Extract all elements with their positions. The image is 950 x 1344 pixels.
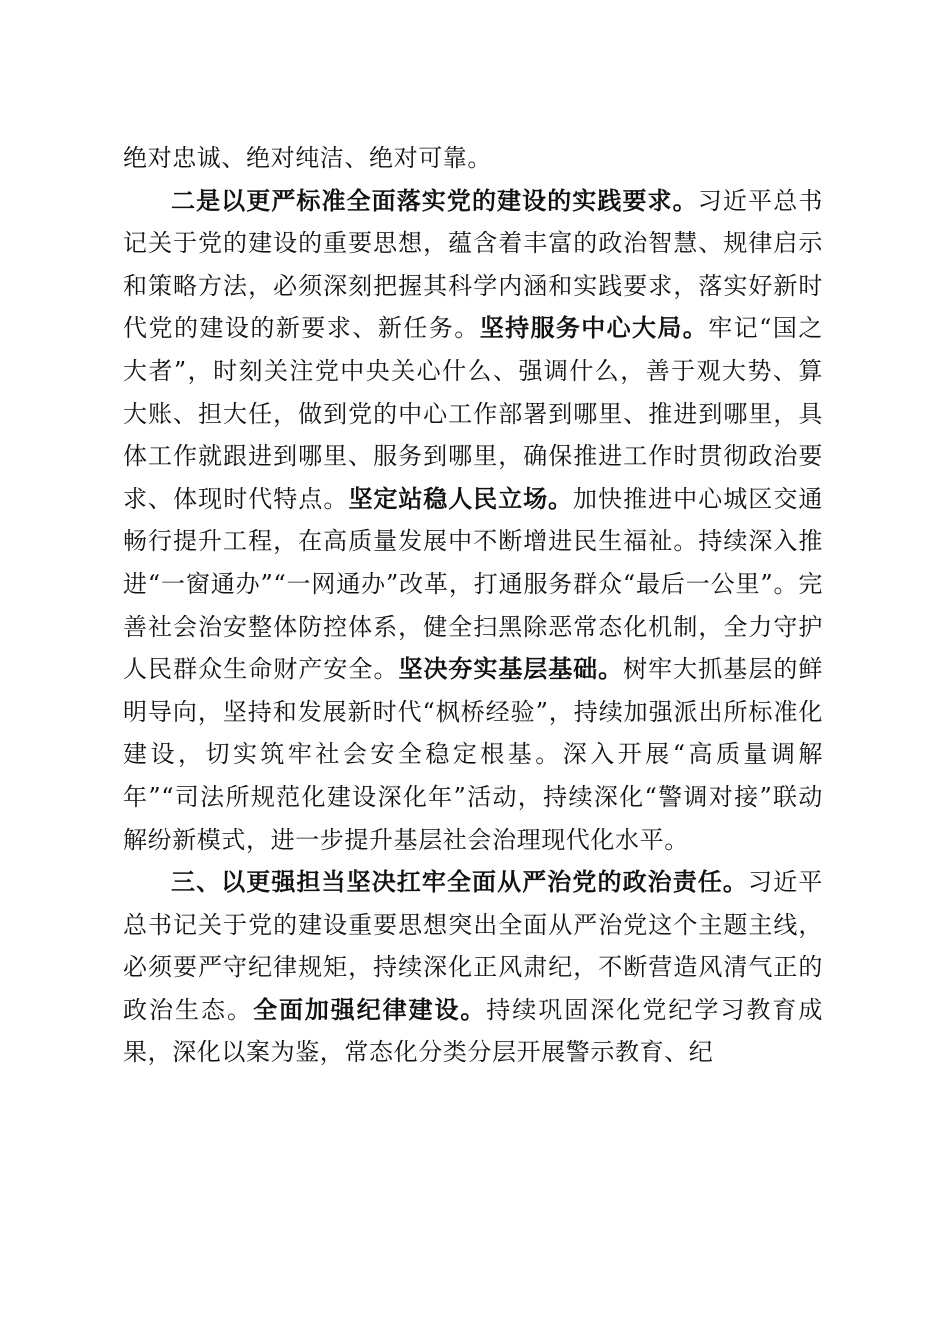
text-segment: 绝对忠诚、绝对纯洁、绝对可靠。: [123, 144, 492, 172]
paragraph-section-three: [123, 861, 823, 1074]
section-heading-three: 三、以更强担当坚决扛牢全面从严治党的政治责任。: [171, 868, 749, 897]
text-segment: 习近平总书记关于党的建设的重要思想，蕴含着丰富的政治智慧、规律启示和策略方法，必须深刻把握其科学内涵和实践要求，落实好新时代党的建设的新要求、新任务。: [123, 186, 824, 343]
body-text: [123, 137, 823, 1074]
subheading-people-stance: 坚定站稳人民立场。: [348, 484, 573, 513]
text-segment: 持续巩固深化党纪学习教育成果，深化以案为鉴，常态化分类分层开展警示教育、纪: [123, 995, 823, 1067]
subheading-serve-center: 坚持服务中心大局。: [479, 314, 709, 343]
text-segment: 牢记“国之大者”，时刻关注党中央关心什么、强调什么，善于观大势、算大账、担大任，做到党的中心工作部署到哪里、推进到哪里，具体工作就跟进到哪里、服务到哪里，确保推进工作时贯彻政治要求、体现时代特点。: [123, 314, 823, 513]
paragraph-continuation: [123, 137, 823, 180]
text-segment: 树牢大抓基层的鲜明导向，坚持和发展新时代“枫桥经验”，持续加强派出所标准化建设，切实筑牢社会安全稳定根基。深入开展“高质量调解年”“司法所规范化建设深化年”活动，持续深化“警调对接”联动解纷新模式，进一步提升基层社会治理现代化水平。: [123, 655, 823, 854]
paragraph-section-two: [123, 180, 823, 862]
subheading-discipline: 全面加强纪律建设。: [253, 995, 487, 1024]
section-heading-two: 二是以更严标准全面落实党的建设的实践要求。: [171, 186, 698, 215]
subheading-grassroots: 坚决夯实基层基础。: [398, 655, 624, 684]
text-segment: 习近平总书记关于党的建设重要思想突出全面从严治党这个主题主线，必须要严守纪律规矩，持续深化正风肃纪，不断营造风清气正的政治生态。: [123, 868, 823, 1024]
text-segment: 加快推进中心城区交通畅行提升工程，在高质量发展中不断增进民生福祉。持续深入推进“一窗通办”“一网通办”改革，打通服务群众“最后一公里”。完善社会治安整体防控体系，健全扫黑除恶常态化机制，全力守护人民群众生命财产安全。: [123, 484, 823, 684]
